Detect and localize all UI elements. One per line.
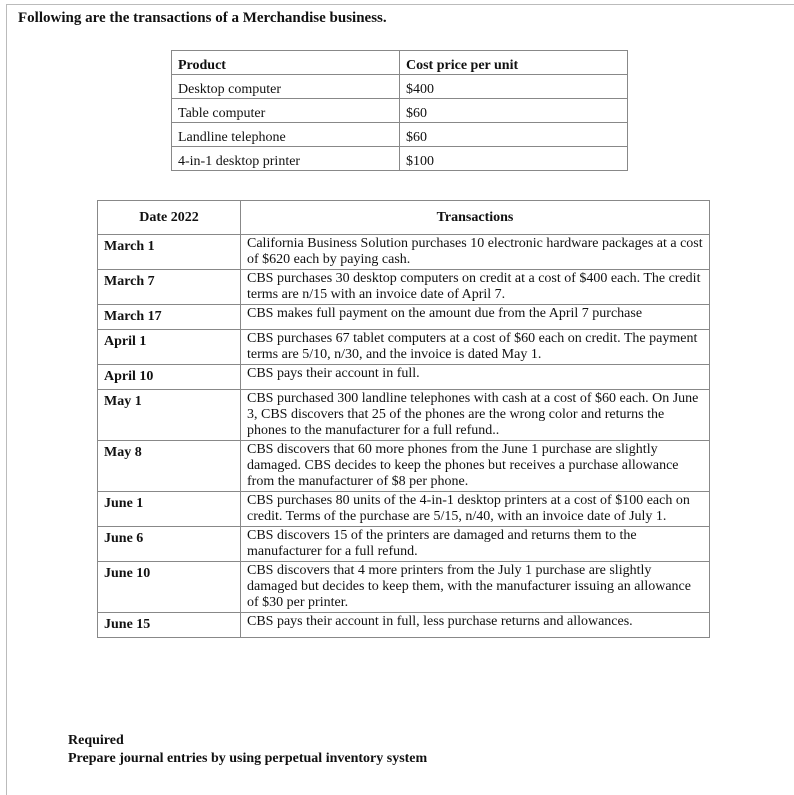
transaction-date: May 8 xyxy=(98,441,241,492)
transaction-date: March 17 xyxy=(98,305,241,330)
transaction-date: June 6 xyxy=(98,527,241,562)
transaction-row xyxy=(98,613,710,638)
transaction-date: May 1 xyxy=(98,390,241,441)
transaction-text: CBS purchases 67 tablet computers at a cost of $60 each on credit. The payment terms are 5/10, n/30, and the invoice is dated May 1. xyxy=(241,330,710,365)
transaction-row xyxy=(98,305,710,330)
transaction-date: March 1 xyxy=(98,235,241,270)
product-cost: $100 xyxy=(400,147,628,171)
date-header: Date 2022 xyxy=(98,201,241,235)
transaction-row xyxy=(98,441,710,492)
transaction-date: April 10 xyxy=(98,365,241,390)
transactions-table xyxy=(97,200,710,638)
transaction-row xyxy=(98,492,710,527)
transaction-row xyxy=(98,562,710,613)
transaction-text: CBS discovers 15 of the printers are damaged and returns them to the manufacturer for a full refund. xyxy=(241,527,710,562)
transaction-date: April 1 xyxy=(98,330,241,365)
transaction-row xyxy=(98,270,710,305)
transaction-text: CBS makes full payment on the amount due from the April 7 purchase xyxy=(241,305,710,330)
transaction-text: California Business Solution purchases 10 electronic hardware packages at a cost of $620 each by paying cash. xyxy=(241,235,710,270)
transaction-date: March 7 xyxy=(98,270,241,305)
transaction-row xyxy=(98,235,710,270)
product-header-row xyxy=(172,51,628,75)
page-heading: Following are the transactions of a Merchandise business. xyxy=(18,10,387,26)
transactions-header-row xyxy=(98,201,710,235)
transaction-row xyxy=(98,527,710,562)
required-section xyxy=(68,732,427,768)
product-name: Desktop computer xyxy=(172,75,400,99)
product-row xyxy=(172,75,628,99)
product-name: 4-in-1 desktop printer xyxy=(172,147,400,171)
transaction-text: CBS pays their account in full. xyxy=(241,365,710,390)
transaction-date: June 1 xyxy=(98,492,241,527)
transaction-row xyxy=(98,390,710,441)
required-text: Prepare journal entries by using perpetual inventory system xyxy=(68,751,428,766)
transactions-header: Transactions xyxy=(241,201,710,235)
transaction-row xyxy=(98,365,710,390)
cost-header: Cost price per unit xyxy=(400,51,628,75)
product-row xyxy=(172,123,628,147)
product-row xyxy=(172,147,628,171)
transaction-date: June 10 xyxy=(98,562,241,613)
transaction-text: CBS purchases 30 desktop computers on credit at a cost of $400 each. The credit terms are n/15 with an invoice date of April 7. xyxy=(241,270,710,305)
product-cost: $60 xyxy=(400,99,628,123)
transaction-row xyxy=(98,330,710,365)
transaction-text: CBS purchased 300 landline telephones with cash at a cost of $60 each. On June 3, CBS discovers that 25 of the phones are the wrong color and returns the phones to the manufacturer for a full refund.. xyxy=(241,390,710,441)
product-name: Landline telephone xyxy=(172,123,400,147)
transaction-text: CBS purchases 80 units of the 4-in-1 desktop printers at a cost of $100 each on credit. Terms of the purchase are 5/15, n/40, with an invoice date of July 1. xyxy=(241,492,710,527)
product-row xyxy=(172,99,628,123)
product-cost: $60 xyxy=(400,123,628,147)
product-name: Table computer xyxy=(172,99,400,123)
product-cost: $400 xyxy=(400,75,628,99)
required-label: Required xyxy=(68,733,124,748)
product-table xyxy=(171,50,628,171)
transaction-text: CBS discovers that 60 more phones from the June 1 purchase are slightly damaged. CBS decides to keep the phones but receives a purchase allowance from the manufacturer of $8 per phone. xyxy=(241,441,710,492)
transaction-text: CBS discovers that 4 more printers from the July 1 purchase are slightly damaged but decides to keep them, with the manufacturer issuing an allowance of $30 per printer. xyxy=(241,562,710,613)
transaction-text: CBS pays their account in full, less purchase returns and allowances. xyxy=(241,613,710,638)
product-header: Product xyxy=(172,51,400,75)
transaction-date: June 15 xyxy=(98,613,241,638)
